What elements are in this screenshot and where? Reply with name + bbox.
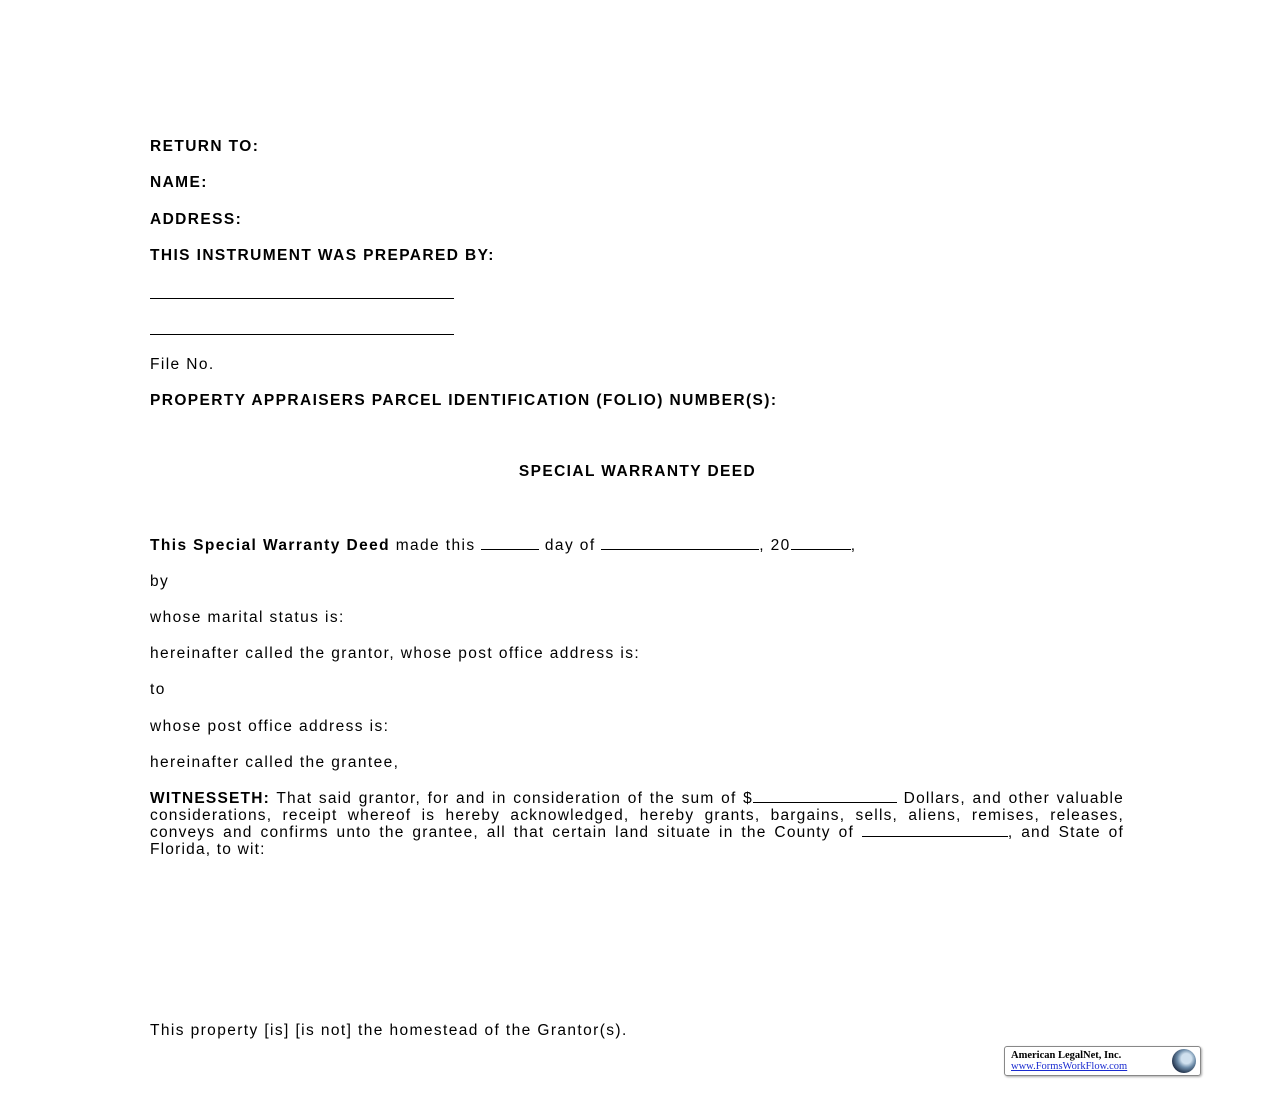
grantee-label: hereinafter called the grantee,	[150, 754, 400, 771]
grantee-address-label: whose post office address is:	[150, 718, 390, 735]
witnesseth-bold: WITNESSETH:	[150, 790, 270, 807]
preparer-line-1	[150, 298, 454, 299]
year-blank	[791, 537, 851, 550]
grantor-address-label: hereinafter called the grantor, whose post office address is:	[150, 645, 641, 662]
parcel-number-label: PROPERTY APPRAISERS PARCEL IDENTIFICATION (FOLIO) NUMBER(S):	[150, 392, 778, 409]
to-label: to	[150, 681, 166, 698]
intro-line	[150, 537, 856, 555]
witnesseth-paragraph	[150, 790, 1124, 858]
name-label: NAME:	[150, 174, 208, 191]
intro-bold: This Special Warranty Deed	[150, 537, 390, 554]
homestead-statement: This property [is] [is not] the homestead of the Grantor(s).	[150, 1022, 628, 1039]
file-no-label: File No.	[150, 356, 215, 373]
witnesseth-text: Dollars, and other valuable considerations, receipt whereof is hereby acknowledged, hereby grants, bargains, sells, aliens, remises, releases, conveys and confirms unto the grantee, all that certain land situate in the County of	[150, 790, 1124, 841]
logo-company: American LegalNet, Inc.	[1011, 1050, 1122, 1061]
intro-text: made this	[389, 537, 482, 554]
intro-text: , 20	[759, 537, 791, 554]
preparer-line-2	[150, 334, 454, 335]
month-blank	[601, 537, 759, 550]
sum-blank	[753, 790, 897, 803]
forms-workflow-logo[interactable]	[1004, 1046, 1201, 1076]
by-label: by	[150, 573, 170, 590]
intro-text: ,	[850, 537, 857, 554]
logo-url-link[interactable]: www.FormsWorkFlow.com	[1011, 1061, 1128, 1072]
witnesseth-text: , and State of Florida, to wit:	[150, 824, 1124, 858]
document-title: SPECIAL WARRANTY DEED	[518, 463, 757, 480]
day-blank	[481, 537, 539, 550]
witnesseth-text: That said grantor, for and in consideration of the sum of $	[269, 790, 753, 807]
county-blank	[862, 824, 1008, 837]
address-label: ADDRESS:	[150, 211, 243, 228]
return-to-label: RETURN TO:	[150, 138, 260, 155]
marital-status-label: whose marital status is:	[150, 609, 345, 626]
globe-icon	[1172, 1049, 1196, 1073]
intro-text: day of	[539, 537, 602, 554]
prepared-by-label: THIS INSTRUMENT WAS PREPARED BY:	[150, 247, 495, 264]
